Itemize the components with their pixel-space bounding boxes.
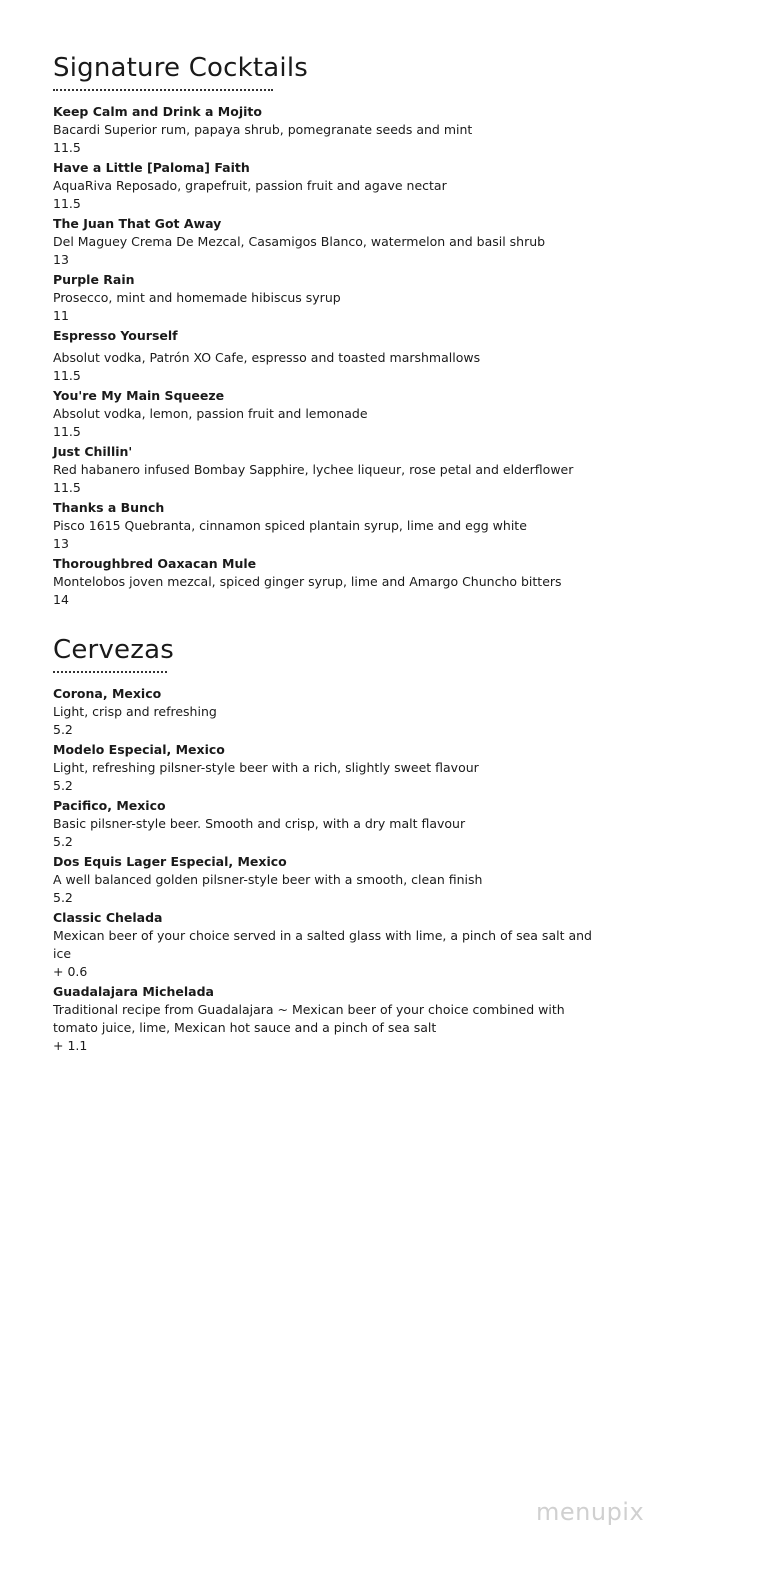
dotted-divider	[53, 89, 273, 91]
item-name: Espresso Yourself	[53, 328, 178, 343]
item-description: Montelobos joven mezcal, spiced ginger syrup, lime and Amargo Chuncho bitters	[53, 574, 562, 589]
item-price: + 1.1	[53, 1038, 88, 1053]
watermark-logo: menupix	[536, 1498, 645, 1526]
menu-item	[53, 983, 613, 1055]
item-name: Classic Chelada	[53, 910, 163, 925]
menu-item	[53, 909, 613, 981]
item-price: 11.5	[53, 140, 81, 155]
item-description: Pisco 1615 Quebranta, cinnamon spiced plantain syrup, lime and egg white	[53, 518, 527, 533]
menu-item	[53, 685, 613, 739]
menu-item	[53, 555, 613, 609]
item-name: The Juan That Got Away	[53, 216, 222, 231]
item-name: You're My Main Squeeze	[53, 388, 225, 403]
item-name: Thoroughbred Oaxacan Mule	[53, 556, 257, 571]
item-description: Prosecco, mint and homemade hibiscus syrup	[53, 290, 341, 305]
item-description: Mexican beer of your choice served in a salted glass with lime, a pinch of sea salt and ice	[53, 928, 592, 961]
item-name: Pacifico, Mexico	[53, 798, 166, 813]
beer-section	[53, 630, 613, 1057]
item-name: Thanks a Bunch	[53, 500, 165, 515]
item-description: Red habanero infused Bombay Sapphire, lychee liqueur, rose petal and elderflower	[53, 462, 574, 477]
item-price: 14	[53, 592, 69, 607]
menu-item	[53, 387, 613, 441]
menu-item	[53, 327, 613, 385]
item-name: Have a Little [Paloma] Faith	[53, 160, 250, 175]
item-description: A well balanced golden pilsner-style beer with a smooth, clean finish	[53, 872, 483, 887]
item-name: Keep Calm and Drink a Mojito	[53, 104, 262, 119]
item-description: AquaRiva Reposado, grapefruit, passion fruit and agave nectar	[53, 178, 447, 193]
menu-item	[53, 215, 613, 269]
item-name: Corona, Mexico	[53, 686, 162, 701]
dotted-divider	[53, 671, 167, 673]
item-price: 13	[53, 252, 69, 267]
item-description: Light, refreshing pilsner-style beer with a rich, slightly sweet flavour	[53, 760, 479, 775]
item-description: Bacardi Superior rum, papaya shrub, pomegranate seeds and mint	[53, 122, 473, 137]
item-price: 11.5	[53, 480, 81, 495]
item-price: 5.2	[53, 778, 73, 793]
menu-item	[53, 853, 613, 907]
item-description: Basic pilsner-style beer. Smooth and crisp, with a dry malt flavour	[53, 816, 466, 831]
section-title: Cervezas	[53, 635, 174, 665]
item-description: Del Maguey Crema De Mezcal, Casamigos Blanco, watermelon and basil shrub	[53, 234, 546, 249]
cocktail-list	[53, 103, 613, 609]
cocktails-section	[53, 48, 613, 611]
item-price: 11.5	[53, 424, 81, 439]
item-name: Modelo Especial, Mexico	[53, 742, 225, 757]
item-name: Dos Equis Lager Especial, Mexico	[53, 854, 287, 869]
menu-item	[53, 271, 613, 325]
item-price: 5.2	[53, 834, 73, 849]
menu-item	[53, 741, 613, 795]
item-name: Guadalajara Michelada	[53, 984, 214, 999]
item-name: Just Chillin'	[53, 444, 133, 459]
menu-item	[53, 443, 613, 497]
item-price: 5.2	[53, 722, 73, 737]
section-title: Signature Cocktails	[53, 53, 309, 83]
menu-item	[53, 797, 613, 851]
menu-item	[53, 103, 613, 157]
item-description: Traditional recipe from Guadalajara ~ Mexican beer of your choice combined with tomato juice, lime, Mexican hot sauce and a pinch of sea salt	[53, 1002, 565, 1035]
item-description: Absolut vodka, Patrón XO Cafe, espresso and toasted marshmallows	[53, 350, 481, 365]
item-price: 11.5	[53, 368, 81, 383]
item-price: 11	[53, 308, 69, 323]
item-price: 11.5	[53, 196, 81, 211]
item-name: Purple Rain	[53, 272, 135, 287]
item-description: Light, crisp and refreshing	[53, 704, 217, 719]
item-price: 13	[53, 536, 69, 551]
beer-list	[53, 685, 613, 1055]
item-price: + 0.6	[53, 964, 88, 979]
menu-item	[53, 159, 613, 213]
menu-item	[53, 499, 613, 553]
item-description: Absolut vodka, lemon, passion fruit and lemonade	[53, 406, 368, 421]
item-price: 5.2	[53, 890, 73, 905]
